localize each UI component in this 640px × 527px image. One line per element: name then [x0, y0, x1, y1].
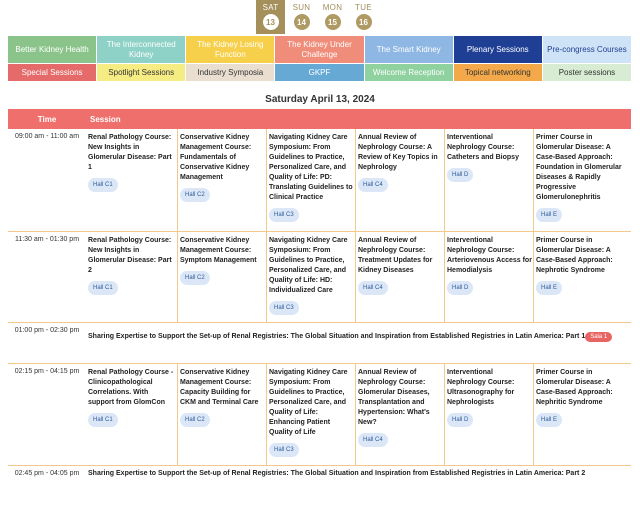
- wide-session[interactable]: [88, 470, 585, 477]
- wide-session[interactable]: [88, 327, 612, 342]
- hall-badge[interactable]: Hall C2: [180, 271, 210, 285]
- session-title[interactable]: Sharing Expertise to Support the Set-up of Renal Registries: The Global Situation and Inspiration from Established Registries in Latin America: Part 1: [88, 333, 586, 340]
- time-column-header: Time: [37, 114, 57, 124]
- day-tab-name: SAT: [262, 3, 279, 12]
- hall-badge[interactable]: Hall C4: [358, 433, 388, 447]
- category-filter-better-kidney-health[interactable]: Better Kidney Health: [8, 36, 96, 63]
- day-tab-number: 13: [263, 14, 279, 30]
- column-divider: [266, 364, 267, 465]
- session-cell[interactable]: [269, 236, 358, 315]
- category-filter-welcome-reception[interactable]: Welcome Reception: [365, 64, 453, 81]
- hall-badge[interactable]: Hall D: [447, 413, 473, 427]
- page-title: Saturday April 13, 2024: [265, 94, 375, 105]
- session-title[interactable]: Interventional Nephrology Course: Arteriovenous Access for Hemodialysis: [447, 237, 532, 274]
- table-row: [8, 232, 631, 323]
- day-tab-number: 14: [294, 14, 310, 30]
- column-divider: [444, 232, 445, 322]
- session-title[interactable]: Conservative Kidney Management Course: Symptom Management: [180, 237, 257, 264]
- hall-badge[interactable]: Hall C4: [358, 178, 388, 192]
- hall-badge[interactable]: Hall C3: [269, 443, 299, 457]
- column-divider: [533, 232, 534, 322]
- session-cell[interactable]: [180, 368, 269, 427]
- session-cell[interactable]: [536, 133, 631, 222]
- category-filter-the-kidney-losing-function[interactable]: The Kidney Losing Function: [186, 36, 274, 63]
- day-tab-name: MON: [322, 3, 343, 12]
- session-title[interactable]: Sharing Expertise to Support the Set-up of Renal Registries: The Global Situation and Inspiration from Established Registries in Latin America: Part 2: [88, 470, 586, 477]
- day-tab-tue[interactable]: [349, 0, 378, 34]
- column-divider: [533, 364, 534, 465]
- category-filter-pre-congress-courses[interactable]: Pre-congress Courses: [543, 36, 631, 63]
- session-title[interactable]: Navigating Kidney Care Symposium: From Guidelines to Practice, Personalized Care, and Quality of Life: Enhancing Patient Quality of Life: [269, 369, 348, 436]
- session-title[interactable]: Interventional Nephrology Course: Catheters and Biopsy: [447, 134, 519, 161]
- day-tab-sat[interactable]: [256, 0, 285, 34]
- session-cell[interactable]: [358, 368, 447, 447]
- day-tab-number: 16: [356, 14, 372, 30]
- hall-badge[interactable]: Hall C2: [180, 188, 210, 202]
- session-cell[interactable]: [88, 368, 180, 427]
- session-cell[interactable]: [269, 133, 358, 222]
- category-legend: [8, 36, 631, 81]
- hall-badge[interactable]: Hall C1: [88, 413, 118, 427]
- hall-badge[interactable]: Sala 1: [585, 332, 612, 342]
- category-filter-special-sessions[interactable]: Special Sessions: [8, 64, 96, 81]
- session-title[interactable]: Primer Course in Glomerular Disease: A Case-Based Approach: Nephritic Syndrome: [536, 369, 613, 406]
- row-time: 11:30 am - 01:30 pm: [14, 236, 80, 243]
- session-title[interactable]: Interventional Nephrology Course: Ultrasonography for Nephrologists: [447, 369, 515, 406]
- row-time: 02:15 pm - 04:15 pm: [14, 368, 80, 375]
- category-filter-the-interconnected-kidney[interactable]: The Interconnected Kidney: [97, 36, 185, 63]
- table-row: [8, 364, 631, 466]
- session-title[interactable]: Renal Pathology Course: New Insights in Glomerular Disease: Part 2: [88, 237, 172, 274]
- session-title[interactable]: Annual Review of Nephrology Course: A Review of Key Topics in Nephrology: [358, 134, 438, 171]
- row-time: 09:00 am - 11:00 am: [14, 133, 80, 140]
- hall-badge[interactable]: Hall D: [447, 168, 473, 182]
- session-title[interactable]: Navigating Kidney Care Symposium: From Guidelines to Practice, Personalized Care, and Quality of Life: PD: Translating Guidelines to Clinical Practice: [269, 134, 353, 201]
- session-cell[interactable]: [269, 368, 358, 457]
- session-title[interactable]: Annual Review of Nephrology Course: Treatment Updates for Kidney Diseases: [358, 237, 433, 274]
- session-cell[interactable]: [447, 133, 536, 182]
- category-filter-topical-networking[interactable]: Topical networking: [454, 64, 542, 81]
- day-tabs: [256, 0, 380, 34]
- category-filter-plenary-sessions[interactable]: Plenary Sessions: [454, 36, 542, 63]
- table-row: [8, 323, 631, 364]
- hall-badge[interactable]: Hall C2: [180, 413, 210, 427]
- row-time: 01:00 pm - 02:30 pm: [14, 327, 80, 334]
- session-cell[interactable]: [358, 236, 447, 295]
- column-divider: [533, 129, 534, 231]
- session-title[interactable]: Primer Course in Glomerular Disease: A Case-Based Approach: Foundation in Glomerular Diseases & Rapidly Progressive Glomerulonephritis: [536, 134, 622, 201]
- session-cell[interactable]: [180, 133, 269, 202]
- category-filter-the-kidney-under-challenge[interactable]: The Kidney Under Challenge: [275, 36, 363, 63]
- session-title[interactable]: Renal Pathology Course: New Insights in Glomerular Disease: Part 1: [88, 134, 172, 171]
- column-divider: [177, 232, 178, 322]
- table-row: [8, 129, 631, 232]
- category-filter-spotlight-sessions[interactable]: Spotlight Sessions: [97, 64, 185, 81]
- session-cell[interactable]: [88, 236, 180, 295]
- hall-badge[interactable]: Hall D: [447, 281, 473, 295]
- session-cell[interactable]: [536, 368, 631, 427]
- hall-badge[interactable]: Hall E: [536, 281, 562, 295]
- column-divider: [444, 364, 445, 465]
- column-divider: [177, 364, 178, 465]
- category-filter-poster-sessions[interactable]: Poster sessions: [543, 64, 631, 81]
- column-divider: [355, 232, 356, 322]
- day-tab-sun[interactable]: [287, 0, 316, 34]
- row-time: 02:45 pm - 04:05 pm: [14, 470, 80, 477]
- category-filter-the-smart-kidney[interactable]: The Smart Kidney: [365, 36, 453, 63]
- session-cell[interactable]: [358, 133, 447, 192]
- table-row: [8, 466, 631, 496]
- day-tab-name: SUN: [292, 3, 311, 12]
- session-cell[interactable]: [88, 133, 180, 192]
- session-title[interactable]: Annual Review of Nephrology Course: Glomerular Diseases, Transplantation and Hypertension: What's New?: [358, 369, 430, 426]
- day-tab-name: TUE: [355, 3, 372, 12]
- session-title[interactable]: Renal Pathology Course - Clinicopathological Correlations. With support from GlomCon: [88, 369, 174, 406]
- session-cell[interactable]: [447, 236, 536, 295]
- hall-badge[interactable]: Hall C3: [269, 208, 299, 222]
- column-divider: [355, 129, 356, 231]
- hall-badge[interactable]: Hall E: [536, 413, 562, 427]
- column-divider: [266, 232, 267, 322]
- hall-badge[interactable]: Hall C1: [88, 178, 118, 192]
- hall-badge[interactable]: Hall E: [536, 208, 562, 222]
- session-cell[interactable]: [180, 236, 269, 285]
- day-tab-number: 15: [325, 14, 341, 30]
- hall-badge[interactable]: Hall C4: [358, 281, 388, 295]
- session-title[interactable]: Conservative Kidney Management Course: Fundamentals of Conservative Kidney Management: [180, 134, 252, 181]
- hall-badge[interactable]: Hall C3: [269, 301, 299, 315]
- table-header: [8, 109, 631, 129]
- session-cell[interactable]: [447, 368, 536, 427]
- column-divider: [177, 129, 178, 231]
- session-column-header: Session: [90, 114, 121, 124]
- session-title[interactable]: Navigating Kidney Care Symposium: From Guidelines to Practice, Personalized Care, and Quality of Life: HD: Individualized Care: [269, 237, 348, 294]
- column-divider: [266, 129, 267, 231]
- column-divider: [444, 129, 445, 231]
- session-title[interactable]: Primer Course in Glomerular Disease: A Case-Based Approach: Nephrotic Syndrome: [536, 237, 613, 274]
- session-cell[interactable]: [536, 236, 631, 295]
- session-title[interactable]: Conservative Kidney Management Course: Capacity Building for CKM and Terminal Care: [180, 369, 259, 406]
- hall-badge[interactable]: Hall C1: [88, 281, 118, 295]
- category-filter-industry-symposia[interactable]: Industry Symposia: [186, 64, 274, 81]
- day-tab-mon[interactable]: [318, 0, 347, 34]
- category-filter-gkpf[interactable]: GKPF: [275, 64, 363, 81]
- column-divider: [355, 364, 356, 465]
